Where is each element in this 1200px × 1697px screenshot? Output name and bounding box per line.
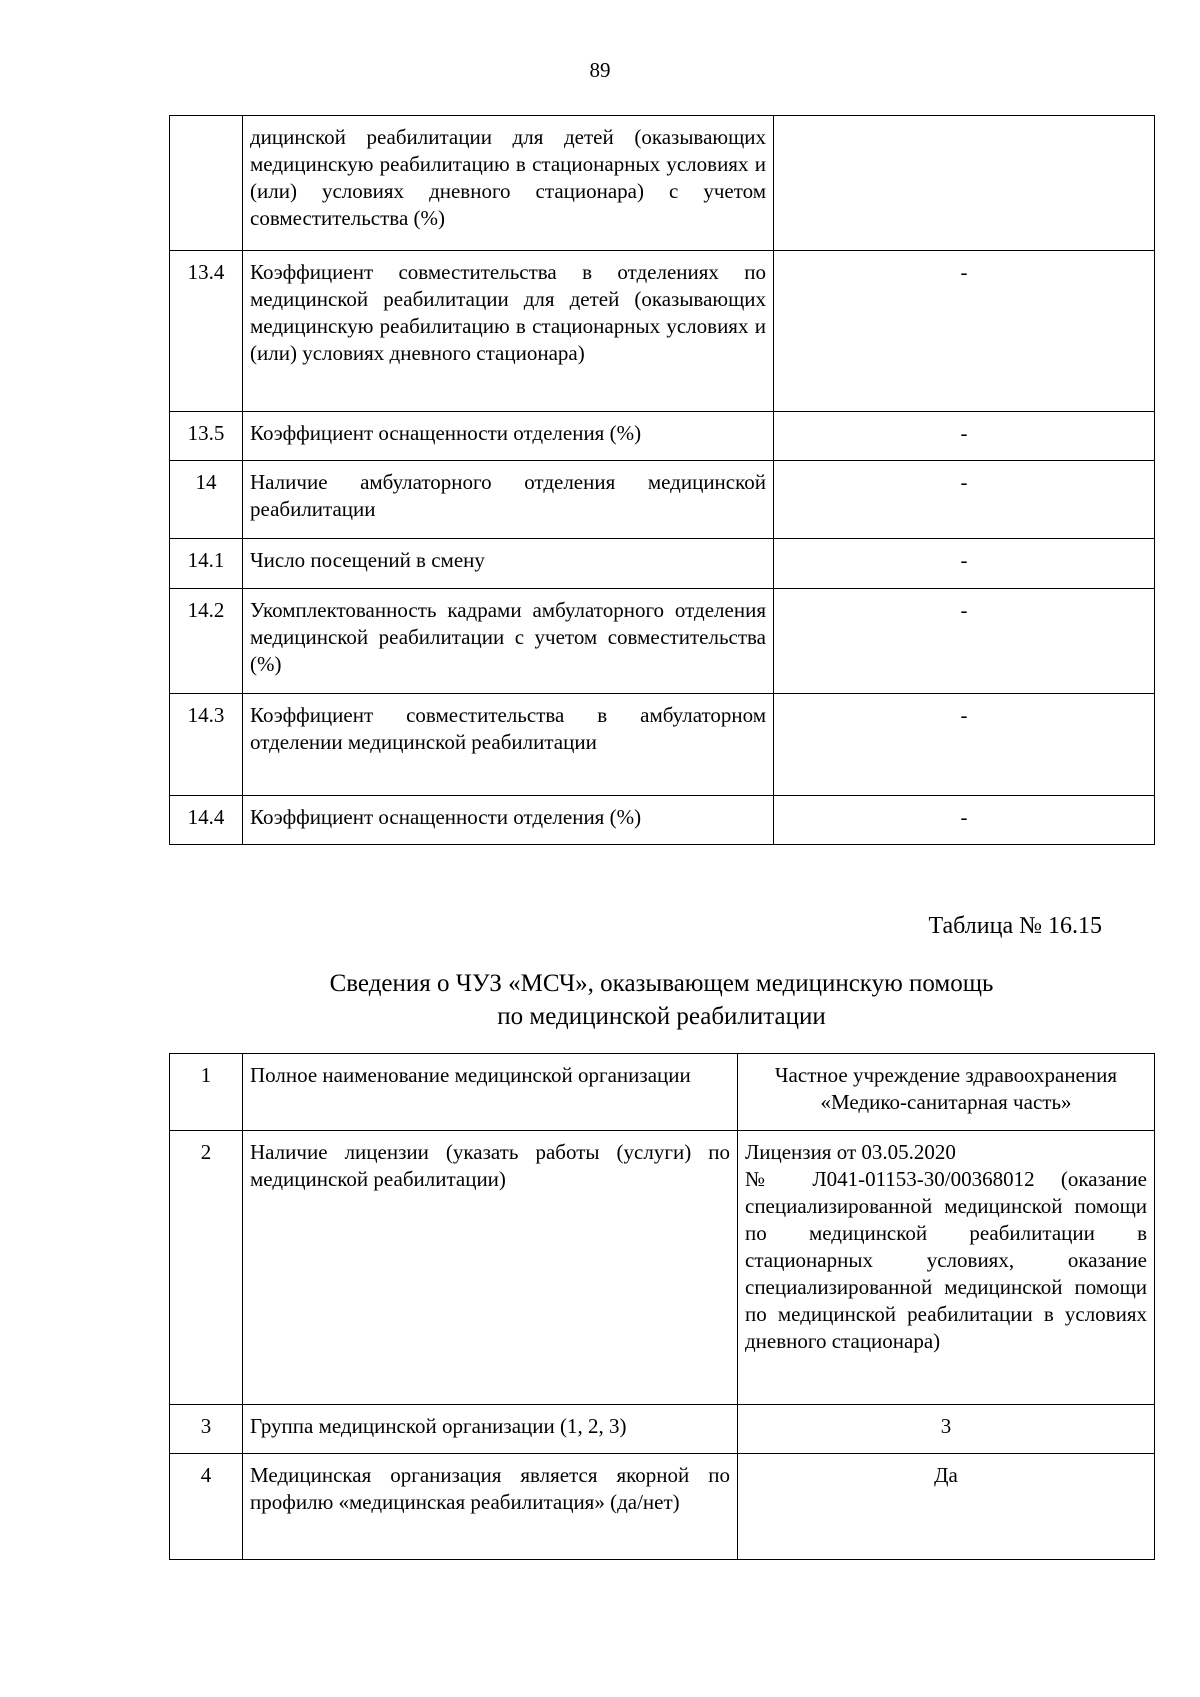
table-row <box>170 589 1155 694</box>
table-title-line-1: Сведения о ЧУЗ «МСЧ», оказывающем медицинскую помощь <box>329 970 994 997</box>
table-row <box>170 1131 1155 1405</box>
page-number: 89 <box>589 58 611 82</box>
table-row <box>170 694 1155 796</box>
row-value: Частное учреждение здравоохранения «Медико-санитарная часть» <box>738 1054 1155 1131</box>
table-row <box>170 1454 1155 1560</box>
row-number: 14.4 <box>170 796 243 845</box>
table-row <box>170 796 1155 845</box>
row-indicator: Коэффициент совместительства в амбулаторном отделении медицинской реабилитации <box>243 694 774 796</box>
row-value: - <box>774 539 1155 589</box>
row-number <box>170 116 243 251</box>
table-title-line-2: по медицинской реабилитации <box>497 1003 826 1030</box>
row-value <box>774 116 1155 251</box>
row-value: - <box>774 412 1155 461</box>
row-number: 1 <box>170 1054 243 1131</box>
table-row <box>170 1054 1155 1131</box>
row-value: Да <box>738 1454 1155 1560</box>
row-number: 14.1 <box>170 539 243 589</box>
table-row <box>170 412 1155 461</box>
table-row <box>170 461 1155 539</box>
row-number: 14.3 <box>170 694 243 796</box>
row-number: 13.4 <box>170 251 243 412</box>
row-number: 13.5 <box>170 412 243 461</box>
row-value: - <box>774 694 1155 796</box>
row-value: - <box>774 589 1155 694</box>
row-number: 3 <box>170 1405 243 1454</box>
table-row <box>170 116 1155 251</box>
row-indicator: Коэффициент совместительства в отделениях по медицинской реабилитации для детей (оказывающих медицинскую реабилитацию в стационарных условиях и (или) условиях дневного стационара) <box>243 251 774 412</box>
row-indicator: Число посещений в смену <box>243 539 774 589</box>
row-value: - <box>774 251 1155 412</box>
organization-info-table <box>169 1053 1155 1560</box>
row-value: - <box>774 461 1155 539</box>
row-indicator: Наличие амбулаторного отделения медицинской реабилитации <box>243 461 774 539</box>
indicators-table-continued <box>169 115 1155 845</box>
table-row <box>170 251 1155 412</box>
row-number: 14.2 <box>170 589 243 694</box>
table-row <box>170 1405 1155 1454</box>
row-parameter: Группа медицинской организации (1, 2, 3) <box>243 1405 738 1454</box>
row-indicator: Коэффициент оснащенности отделения (%) <box>243 796 774 845</box>
row-value: 3 <box>738 1405 1155 1454</box>
table-row <box>170 539 1155 589</box>
row-parameter: Медицинская организация является якорной по профилю «медицинская реабилитация» (да/нет) <box>243 1454 738 1560</box>
row-number: 2 <box>170 1131 243 1405</box>
row-number: 4 <box>170 1454 243 1560</box>
row-indicator: дицинской реабилитации для детей (оказывающих медицинскую реабилитацию в стационарных условиях и (или) условиях дневного стационара) с учетом совместительства (%) <box>243 116 774 251</box>
row-parameter: Полное наименование медицинской организации <box>243 1054 738 1131</box>
license-date: Лицензия от 03.05.2020 <box>745 1140 956 1164</box>
table-title <box>169 967 1154 1033</box>
table-caption: Таблица № 16.15 <box>928 913 1102 939</box>
row-indicator: Укомплектованность кадрами амбулаторного отделения медицинской реабилитации с учетом совместительства (%) <box>243 589 774 694</box>
row-number: 14 <box>170 461 243 539</box>
row-value <box>738 1131 1155 1405</box>
row-value: - <box>774 796 1155 845</box>
row-parameter: Наличие лицензии (указать работы (услуги) по медицинской реабилитации) <box>243 1131 738 1405</box>
license-details: № Л041-01153-30/00368012 (оказание специализированной медицинской помощи по медицинской реабилитации в стационарных условиях, оказание специализированной медицинской помощи по медицинской реабилитации в условиях дневного стационара) <box>745 1167 1147 1353</box>
row-indicator: Коэффициент оснащенности отделения (%) <box>243 412 774 461</box>
